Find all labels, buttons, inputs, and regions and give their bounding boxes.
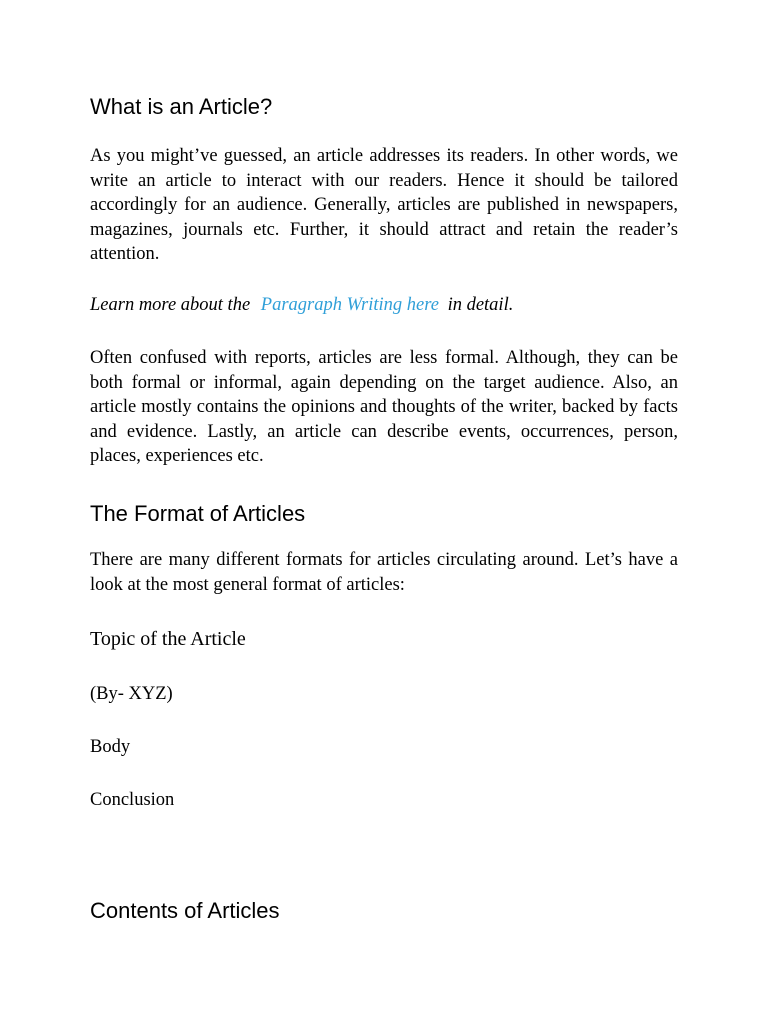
learn-more-prefix: Learn more about the: [90, 295, 251, 315]
heading-what-is-article: What is an Article?: [90, 94, 273, 119]
format-item-byline: (By- XYZ): [90, 684, 173, 704]
paragraph-writing-link[interactable]: Paragraph Writing here: [260, 295, 439, 315]
paragraph-format-intro: There are many different formats for articles circulating around. Let’s have a look at the most general format of articles:: [90, 550, 678, 595]
paragraph-articles-vs-reports: Often confused with reports, articles are less formal. Although, they can be both formal or informal, again depending on the target audience. Also, an article mostly contains the opinions and thoughts of the writer, backed by facts and evidence. Lastly, an article can describe events, occurrences, person, places, experiences etc.: [90, 348, 678, 466]
format-item-conclusion: Conclusion: [90, 790, 175, 810]
heading-format-of-articles: The Format of Articles: [90, 501, 306, 526]
format-item-body: Body: [90, 737, 131, 757]
format-item-topic: Topic of the Article: [90, 628, 246, 650]
heading-contents-of-articles: Contents of Articles: [90, 898, 280, 923]
learn-more-line: [90, 295, 513, 316]
learn-more-suffix: in detail.: [447, 295, 514, 315]
paragraph-article-definition: As you might’ve guessed, an article addresses its readers. In other words, we write an article to interact with our readers. Hence it should be tailored accordingly for an audience. Generally, articles are published in newspapers, magazines, journals etc. Further, it should attract and retain the reader’s attention.: [90, 146, 678, 264]
